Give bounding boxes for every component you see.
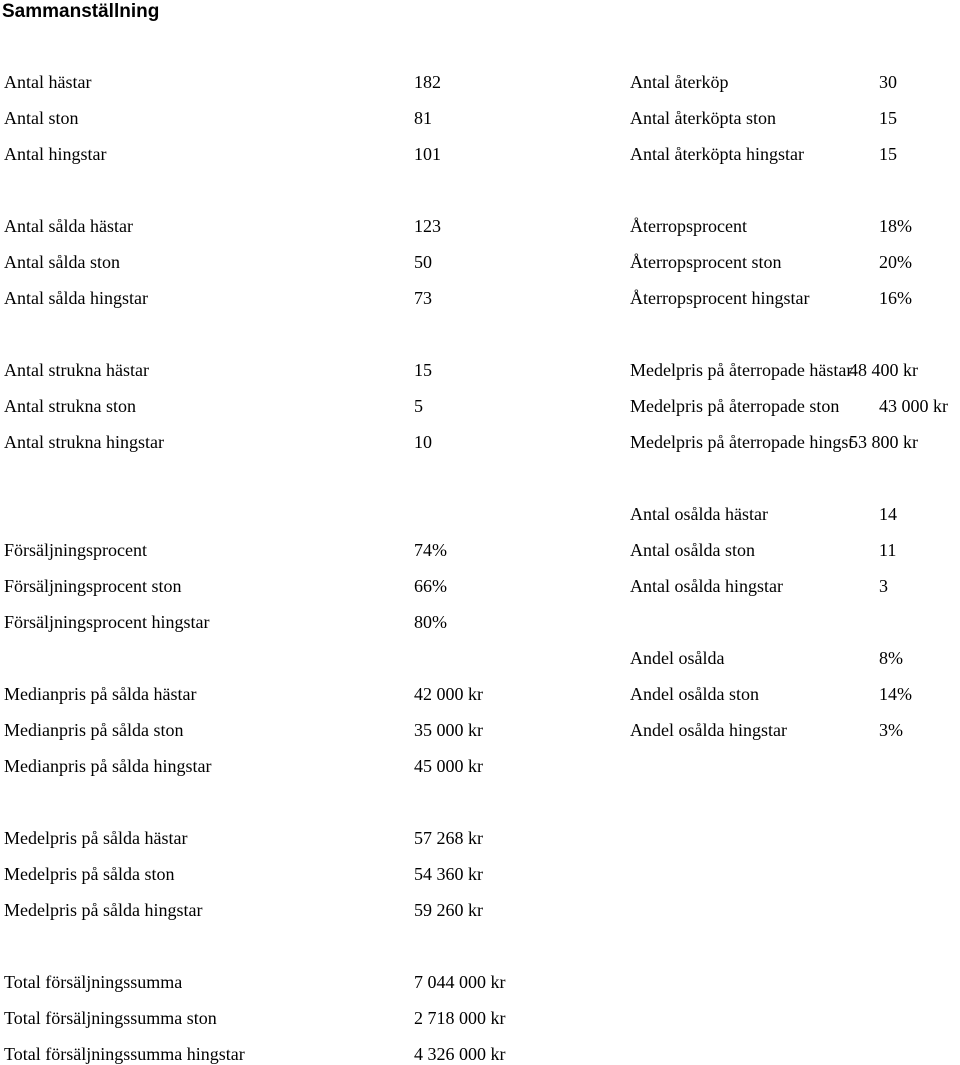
right-value: 14% <box>879 684 912 704</box>
left-value: 101 <box>414 144 441 164</box>
left-value: 54 360 kr <box>414 864 483 884</box>
page-title: Sammanställning <box>2 1 160 22</box>
left-label: Medianpris på sålda hästar <box>4 684 197 704</box>
left-value: 5 <box>414 396 423 416</box>
right-value: 8% <box>879 648 903 668</box>
left-label: Försäljningsprocent ston <box>4 576 182 596</box>
left-value: 15 <box>414 360 432 380</box>
right-value: 11 <box>879 540 897 560</box>
left-label: Medianpris på sålda ston <box>4 720 184 740</box>
right-value: 14 <box>879 504 897 524</box>
right-label: Antal återköp <box>630 72 729 92</box>
left-label: Antal strukna hästar <box>4 360 149 380</box>
left-label: Antal sålda ston <box>4 252 120 272</box>
right-label: Medelpris på återropade ston <box>630 396 840 416</box>
left-value: 4 326 000 kr <box>414 1044 506 1064</box>
right-value: 48 400 kr <box>849 360 918 380</box>
left-label: Medianpris på sålda hingstar <box>4 756 212 776</box>
left-value: 2 718 000 kr <box>414 1008 506 1028</box>
right-value: 18% <box>879 216 912 236</box>
left-label: Försäljningsprocent <box>4 540 147 560</box>
left-value: 45 000 kr <box>414 756 483 776</box>
right-label: Återropsprocent ston <box>630 252 782 272</box>
right-value: 53 800 kr <box>849 432 918 452</box>
left-value: 42 000 kr <box>414 684 483 704</box>
left-label: Antal sålda hingstar <box>4 288 148 308</box>
left-value: 80% <box>414 612 447 632</box>
left-label: Antal strukna hingstar <box>4 432 164 452</box>
left-value: 73 <box>414 288 432 308</box>
left-value: 66% <box>414 576 447 596</box>
right-label: Återropsprocent <box>630 216 747 236</box>
right-label: Medelpris på återropade hingst <box>630 432 854 452</box>
left-value: 123 <box>414 216 441 236</box>
right-value: 3% <box>879 720 903 740</box>
right-value: 16% <box>879 288 912 308</box>
left-value: 35 000 kr <box>414 720 483 740</box>
right-label: Antal osålda hingstar <box>630 576 783 596</box>
right-value: 15 <box>879 108 897 128</box>
right-value: 20% <box>879 252 912 272</box>
left-label: Medelpris på sålda hästar <box>4 828 188 848</box>
left-label: Medelpris på sålda hingstar <box>4 900 203 920</box>
left-value: 74% <box>414 540 447 560</box>
left-value: 182 <box>414 72 441 92</box>
right-label: Andel osålda hingstar <box>630 720 787 740</box>
right-label: Antal återköpta ston <box>630 108 776 128</box>
left-value: 59 260 kr <box>414 900 483 920</box>
left-value: 50 <box>414 252 432 272</box>
right-value: 15 <box>879 144 897 164</box>
left-label: Antal hingstar <box>4 144 107 164</box>
right-label: Medelpris på återropade hästar <box>630 360 853 380</box>
right-label: Återropsprocent hingstar <box>630 288 810 308</box>
left-label: Antal ston <box>4 108 79 128</box>
right-label: Antal återköpta hingstar <box>630 144 804 164</box>
right-label: Antal osålda ston <box>630 540 755 560</box>
left-label: Total försäljningssumma ston <box>4 1008 217 1028</box>
right-value: 3 <box>879 576 888 596</box>
left-value: 81 <box>414 108 432 128</box>
right-label: Antal osålda hästar <box>630 504 768 524</box>
left-label: Medelpris på sålda ston <box>4 864 175 884</box>
left-label: Total försäljningssumma <box>4 972 183 992</box>
left-label: Total försäljningssumma hingstar <box>4 1044 245 1064</box>
right-label: Andel osålda <box>630 648 725 668</box>
left-label: Antal hästar <box>4 72 92 92</box>
left-label: Antal sålda hästar <box>4 216 133 236</box>
left-label: Försäljningsprocent hingstar <box>4 612 210 632</box>
right-label: Andel osålda ston <box>630 684 759 704</box>
left-value: 7 044 000 kr <box>414 972 506 992</box>
left-value: 57 268 kr <box>414 828 483 848</box>
left-label: Antal strukna ston <box>4 396 136 416</box>
left-value: 10 <box>414 432 432 452</box>
right-value: 30 <box>879 72 897 92</box>
right-value: 43 000 kr <box>879 396 948 416</box>
